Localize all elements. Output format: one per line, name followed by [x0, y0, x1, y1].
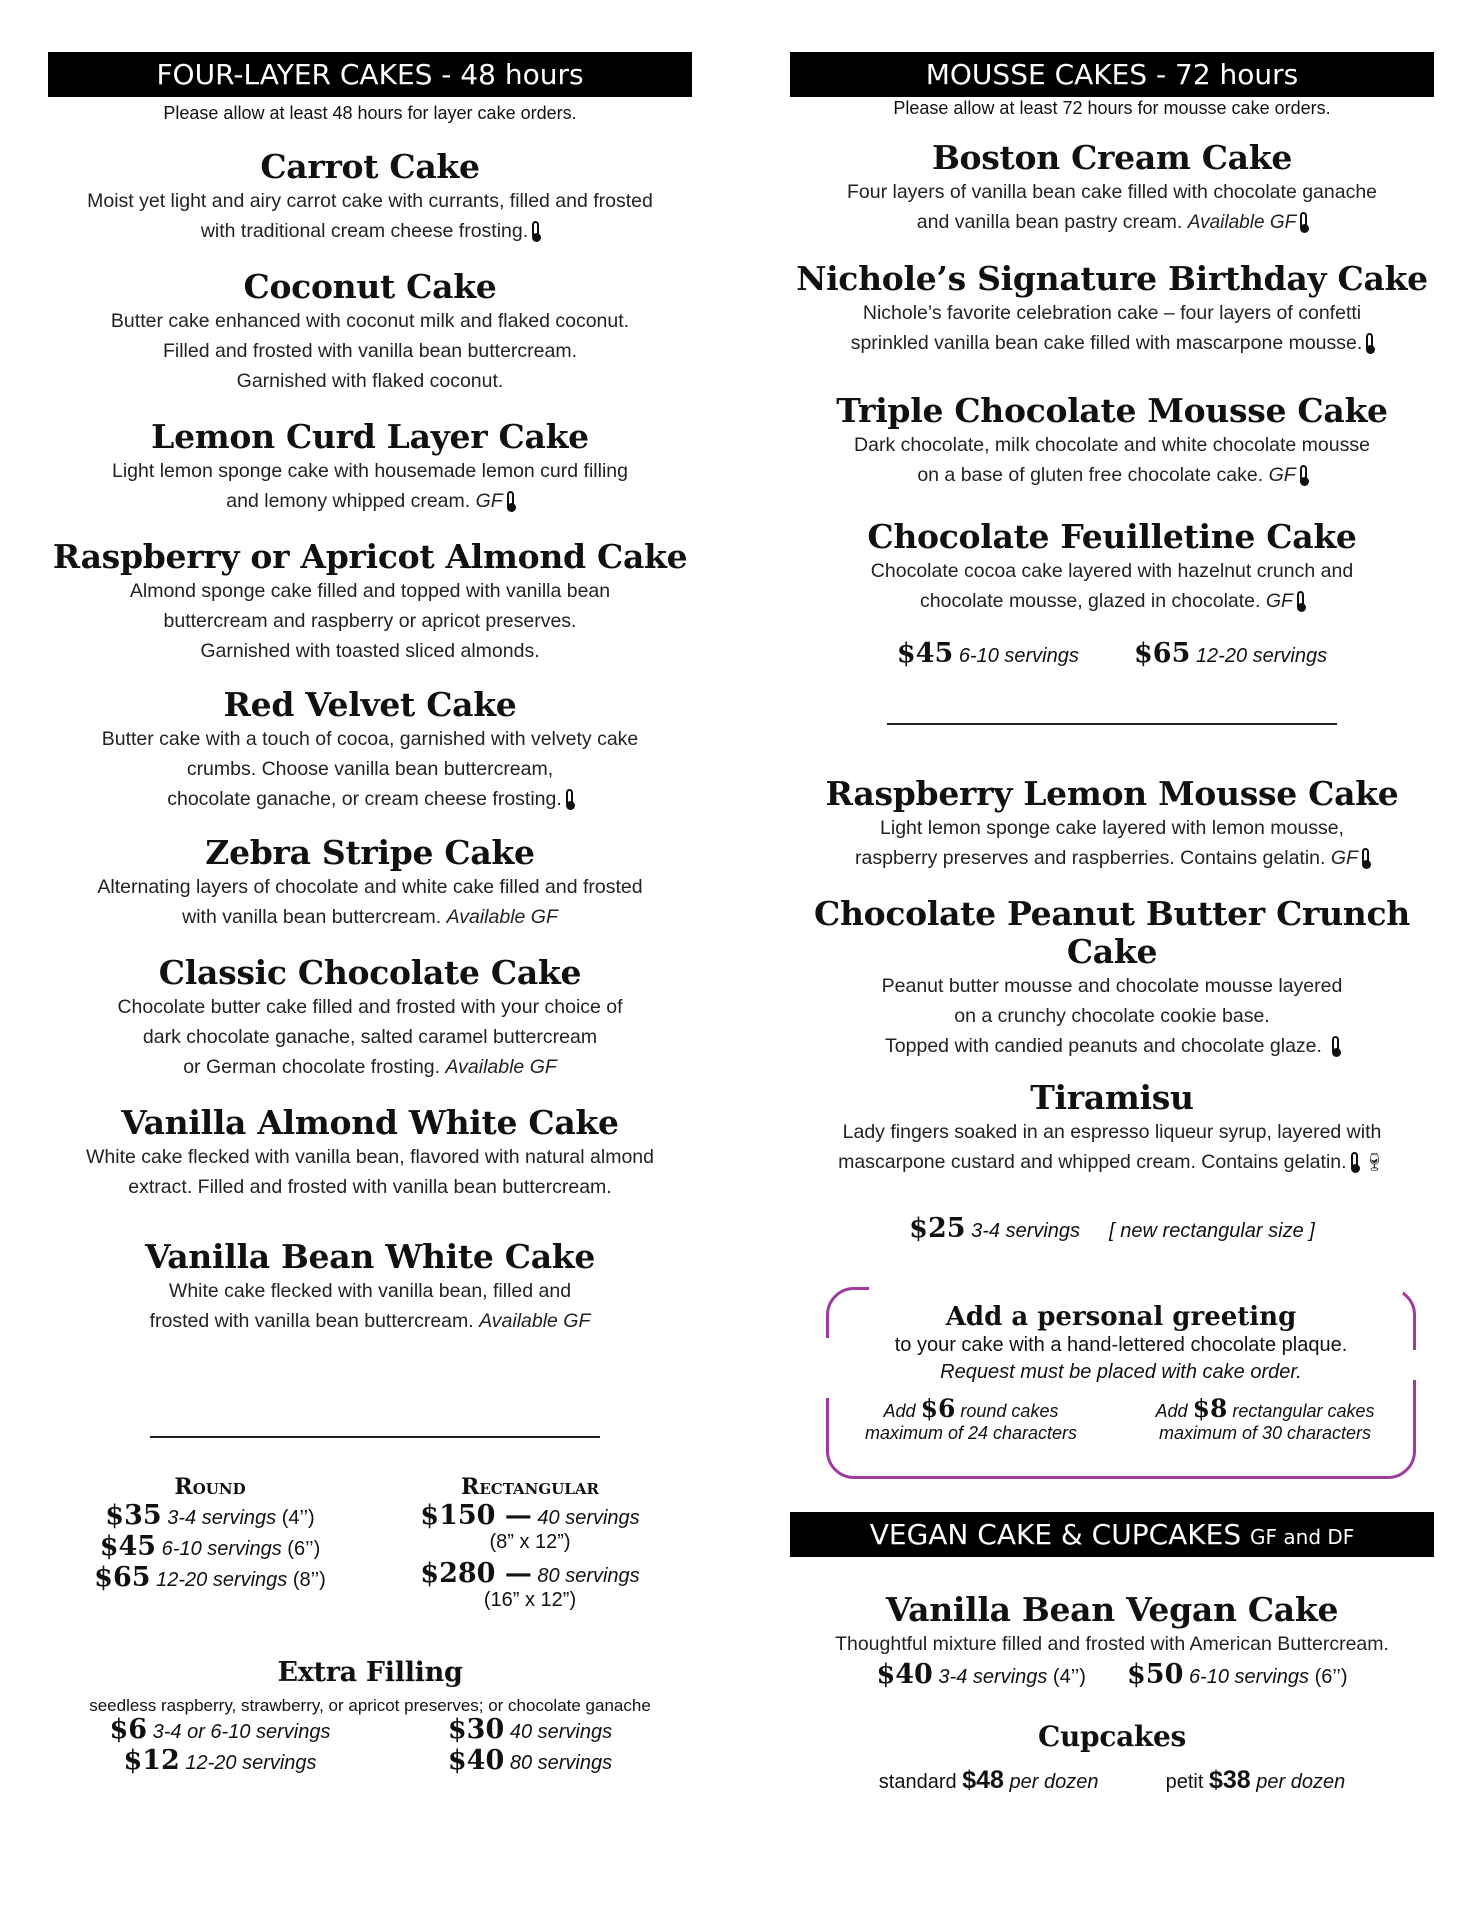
greeting-text — [826, 1302, 1416, 1384]
item-description: Thoughtful mixture filled and frosted with American Buttercream. — [835, 1633, 1389, 1655]
extra-filling-large: $30 40 servings $40 80 servings — [447, 1714, 613, 1776]
item-title: Carrot Cake — [260, 147, 480, 186]
vegan-section — [790, 1512, 1434, 1795]
extra-filling-title: Extra Filling — [277, 1657, 463, 1688]
item-title: Lemon Curd Layer Cake — [151, 417, 589, 456]
item-description: Dark chocolate, milk chocolate and white chocolate mousse on a base of gluten free chocolate cake. GF — [854, 434, 1370, 486]
cupcakes — [790, 1718, 1434, 1756]
greeting-round: Add $6 round cakes maximum of 24 characters — [864, 1394, 1078, 1443]
refrigerate-icon — [1332, 1036, 1339, 1054]
item-title: Zebra Stripe Cake — [205, 833, 535, 872]
item-title: Vanilla Almond White Cake — [121, 1103, 619, 1142]
menu-item-peanut-butter-cake — [790, 895, 1434, 1061]
menu-item-classic-chocolate-cake — [48, 954, 692, 1082]
vegan-header: VEGAN CAKE & CUPCAKES GF and DF — [790, 1512, 1434, 1557]
item-description: Moist yet light and airy carrot cake with currants, filled and frosted with traditional cream cheese frosting. — [87, 190, 653, 242]
extra-filling-small: $6 3-4 or 6-10 servings $12 12-20 servings — [109, 1714, 331, 1776]
menu-item-red-velvet-cake — [48, 686, 692, 814]
item-title: Red Velvet Cake — [223, 685, 517, 724]
menu-item-tiramisu — [790, 1079, 1434, 1177]
gf-tag: Available GF — [445, 1056, 557, 1078]
greeting-title: Add a personal greeting — [945, 1302, 1297, 1332]
divider-line — [887, 723, 1337, 725]
item-title: Tiramisu — [1030, 1078, 1194, 1117]
tiramisu-price: $25 3-4 servings [ new rectangular size ] — [909, 1213, 1315, 1244]
menu-item-vanilla-bean-cake — [48, 1238, 692, 1336]
menu-item-coconut-cake — [48, 268, 692, 396]
item-title: Nichole’s Signature Birthday Cake — [796, 259, 1428, 298]
vegan-prices: $40 3-4 servings (4’’) $50 6-10 servings (6’’) — [876, 1659, 1348, 1690]
greeting-line2: Request must be placed with cake order. — [940, 1361, 1302, 1383]
item-description: Peanut butter mousse and chocolate mousse layered on a crunchy chocolate cookie base. Topped with candied peanuts and chocolate glaze. — [881, 975, 1343, 1057]
refrigerate-icon — [532, 221, 539, 239]
item-description: White cake flecked with vanilla bean, filled and frosted with vanilla bean buttercream. Available GF — [149, 1280, 591, 1332]
refrigerate-icon — [1362, 848, 1369, 866]
menu-item-zebra-cake — [48, 834, 692, 932]
cupcake-prices: standard $48 per dozen petit $38 per dozen — [878, 1766, 1346, 1794]
item-title: Boston Cream Cake — [931, 138, 1293, 177]
menu-item-vegan-cake — [790, 1591, 1434, 1659]
gf-tag: Available GF — [479, 1310, 591, 1332]
refrigerate-icon — [1351, 1152, 1358, 1170]
refrigerate-icon — [566, 789, 573, 807]
menu-item-carrot-cake — [48, 148, 692, 246]
extra-filling-note: seedless raspberry, strawberry, or apricot preserves; or chocolate ganache — [89, 1696, 651, 1715]
refrigerate-icon — [1297, 591, 1304, 609]
layer-cakes-header: FOUR-LAYER CAKES - 48 hours — [48, 52, 692, 97]
rectangular-heading: Rectangular — [461, 1474, 599, 1500]
item-title: Raspberry Lemon Mousse Cake — [825, 774, 1399, 813]
item-description: Chocolate cocoa cake layered with hazelnut crunch and chocolate mousse, glazed in chocolate. GF — [870, 560, 1354, 612]
item-title: Vanilla Bean Vegan Cake — [885, 1590, 1339, 1629]
menu-item-triple-chocolate-cake — [790, 392, 1434, 490]
wine-glass-icon: 🍷︎ — [1362, 1152, 1386, 1172]
rectangular-pricing: Rectangular $150 — 40 servings (8” x 12”) $280 — 80 servings (16” x 12”) — [400, 1474, 660, 1612]
gf-tag: GF — [475, 490, 503, 512]
item-description: Chocolate butter cake filled and frosted with your choice of dark chocolate ganache, salted caramel buttercream or German chocolate frosting. Available GF — [117, 996, 623, 1078]
gf-tag: GF — [1330, 847, 1358, 869]
menu-item-almond-cake — [48, 538, 692, 666]
item-title: Raspberry or Apricot Almond Cake — [52, 537, 688, 576]
refrigerate-icon — [1366, 333, 1373, 351]
layer-cakes-column — [48, 52, 692, 1336]
gf-tag: Available GF — [446, 906, 558, 928]
refrigerate-icon — [1300, 465, 1307, 483]
item-title: Vanilla Bean White Cake — [144, 1237, 596, 1276]
round-heading: Round — [174, 1474, 246, 1500]
mousse-prices: $45 6-10 servings $65 12-20 servings — [896, 638, 1328, 669]
item-description: White cake flecked with vanilla bean, flavored with natural almond extract. Filled and frosted with vanilla bean buttercream. — [86, 1146, 654, 1198]
refrigerate-icon — [507, 491, 514, 509]
item-description: Almond sponge cake filled and topped with vanilla bean buttercream and raspberry or apricot preserves. Garnished with toasted sliced almonds. — [129, 580, 611, 662]
layer-cakes-note: Please allow at least 48 hours for layer cake orders. — [163, 103, 577, 123]
greeting-rectangular: Add $8 rectangular cakes maximum of 30 characters — [1155, 1394, 1375, 1443]
item-title: Coconut Cake — [243, 267, 497, 306]
mousse-cakes-note: Please allow at least 72 hours for mousse cake orders. — [893, 98, 1331, 118]
menu-item-lemon-curd-cake — [48, 418, 692, 516]
extra-filling — [48, 1654, 692, 1716]
item-description: Light lemon sponge cake layered with lemon mousse, raspberry preserves and raspberries. Contains gelatin. GF — [790, 813, 1434, 873]
menu-item-feuilletine-cake — [790, 518, 1434, 616]
item-description: Nichole’s favorite celebration cake – four layers of confetti sprinkled vanilla bean cake filled with mascarpone mousse. — [790, 298, 1434, 358]
item-description: Light lemon sponge cake with housemade lemon curd filling and lemony whipped cream. GF — [112, 460, 628, 512]
gf-tag: GF — [1265, 590, 1293, 612]
cupcakes-title: Cupcakes — [1038, 1720, 1186, 1753]
item-title: Chocolate Feuilletine Cake — [867, 517, 1357, 556]
refrigerate-icon — [1300, 212, 1307, 230]
item-title: Classic Chocolate Cake — [158, 953, 582, 992]
menu-item-birthday-cake — [790, 260, 1434, 358]
item-title: Triple Chocolate Mousse Cake — [836, 391, 1388, 430]
menu-item-vanilla-almond-cake — [48, 1104, 692, 1202]
item-description: Butter cake enhanced with coconut milk and flaked coconut. Filled and frosted with vanilla bean buttercream. Garnished with flaked coconut. — [110, 310, 630, 392]
menu-item-boston-cream-cake — [790, 139, 1434, 238]
mousse-cakes-column — [790, 52, 1434, 1244]
item-description: Butter cake with a touch of cocoa, garnished with velvety cake crumbs. Choose vanilla bean buttercream, chocolate ganache, or cream cheese frosting. — [101, 728, 639, 810]
menu-item-raspberry-lemon-cake — [790, 775, 1434, 873]
round-pricing: Round $35 3-4 servings (4’’) $45 6-10 servings (6’’) $65 12-20 servings (8’’) — [80, 1474, 340, 1593]
item-description: Four layers of vanilla bean cake filled with chocolate ganache and vanilla bean pastry cream. Available GF — [846, 181, 1378, 233]
item-description: Lady fingers soaked in an espresso liqueur syrup, layered with mascarpone custard and whipped cream. Contains gelatin. 🍷︎ — [790, 1117, 1434, 1177]
item-title: Chocolate Peanut Butter Crunch Cake — [813, 894, 1410, 971]
gf-tag: GF — [1268, 464, 1296, 486]
divider-line — [150, 1436, 600, 1438]
gf-tag: Available GF — [1187, 212, 1297, 233]
greeting-line1: to your cake with a hand-lettered chocolate plaque. — [894, 1334, 1348, 1356]
mousse-cakes-header: MOUSSE CAKES - 72 hours — [790, 52, 1434, 97]
item-description: Alternating layers of chocolate and white cake filled and frosted with vanilla bean buttercream. Available GF — [97, 876, 643, 928]
